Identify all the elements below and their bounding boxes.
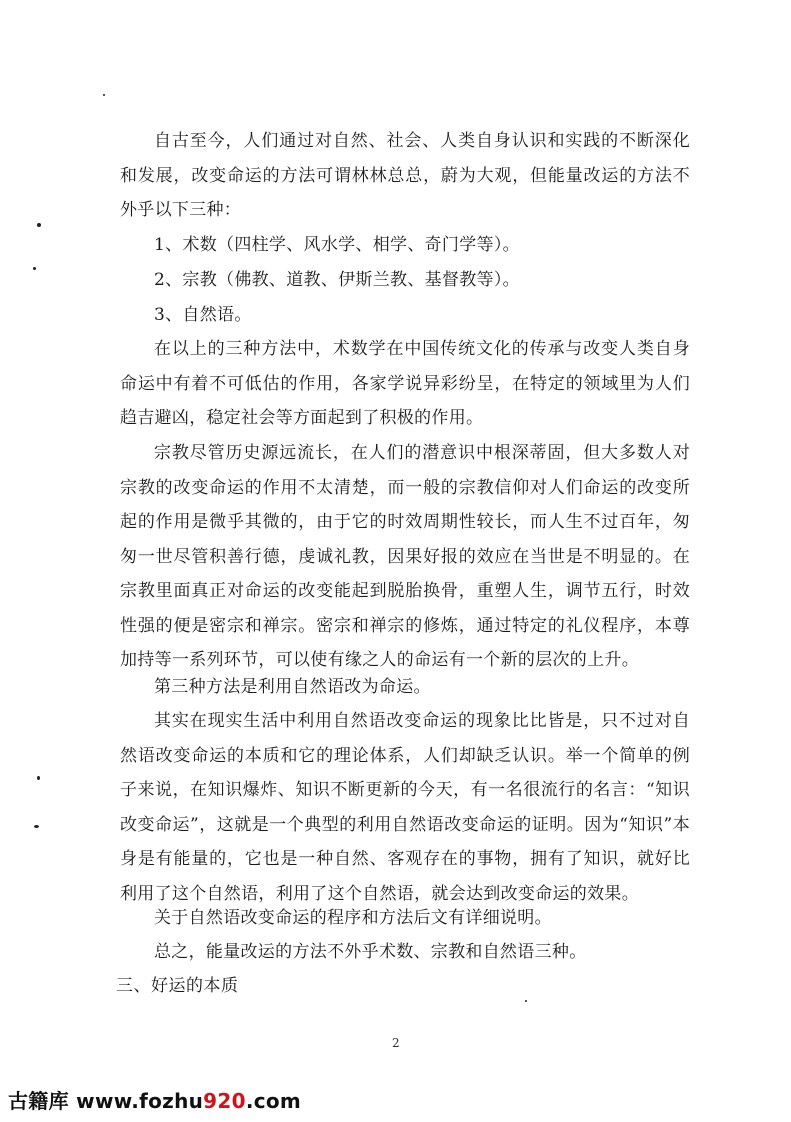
paragraph-natural-language: 其实在现实生活中利用自然语改变命运的现象比比皆是，只不过对自然语改变命运的本质和它的理论体系，人们却缺乏认识。举一个简单的例子来说，在知识爆炸、知识不断更新的今天，有一名很流行的名言：“知识改变命运”，这就是一个典型的利用自然语改变命运的证明。因为“知识”本身是有能量的，它也是一种自然、客观存在的事物，拥有了知识，就好比利用了这个自然语，利用了这个自然语，就会达到改变命运的效果。 xyxy=(120,711,690,904)
paragraph-summary: 总之，能量改运的方法不外乎术数、宗教和自然语三种。 xyxy=(154,942,587,962)
page-number: 2 xyxy=(392,1036,400,1050)
scan-speck xyxy=(103,94,105,96)
paragraph-intro: 自古至今，人们通过对自然、社会、人类自身认识和实践的不断深化和发展，改变命运的方法可谓林林总总，蔚为大观，但能量改运的方法不外乎以下三种： xyxy=(120,131,690,220)
list-item-natural-language: 3、自然语。 xyxy=(154,305,252,325)
paragraph-shushu: 在以上的三种方法中，术数学在中国传统文化的传承与改变人类自身命运中有着不可低估的作用，各家学说异彩纷呈，在特定的领域里为人们趋吉避凶，稳定社会等方面起到了积极的作用。 xyxy=(120,339,690,428)
paragraph-third-method: 第三种方法是利用自然语改为命运。 xyxy=(154,677,431,697)
scan-speck xyxy=(33,267,36,270)
watermark-prefix: 古籍库 www.fozhu xyxy=(8,1089,204,1113)
list-item-religion: 2、宗教（佛教、道教、伊斯兰教、基督教等）。 xyxy=(154,270,520,290)
site-watermark xyxy=(8,1085,301,1114)
watermark-suffix: .com xyxy=(245,1089,302,1113)
paragraph-religion: 宗教尽管历史源远流长，在人们的潜意识中根深蒂固，但大多数人对宗教的改变命运的作用不太清楚，而一般的宗教信仰对人们命运的改变所起的作用是微乎其微的，由于它的时效周期性较长，而人生不过百年，匆匆一世尽管积善行德，虔诚礼教，因果好报的效应在当世是不明显的。在宗教里面真正对命运的改变能起到脱胎换骨，重塑人生，调节五行，时效性强的便是密宗和禅宗。密宗和禅宗的修炼，通过特定的礼仪程序，本尊加持等一系列环节，可以使有缘之人的命运有一个新的层次的上升。 xyxy=(120,443,690,670)
watermark-number: 920 xyxy=(203,1089,246,1113)
section-heading: 三、好运的本质 xyxy=(116,976,239,996)
scan-speck xyxy=(37,776,40,780)
scan-speck xyxy=(34,825,39,828)
paragraph-details-note: 关于自然语改变命运的程序和方法后文有详细说明。 xyxy=(154,908,552,928)
scan-speck xyxy=(37,223,41,227)
list-item-shushu: 1、术数（四柱学、风水学、相学、奇门学等）。 xyxy=(154,235,520,255)
scan-speck xyxy=(525,1000,527,1002)
